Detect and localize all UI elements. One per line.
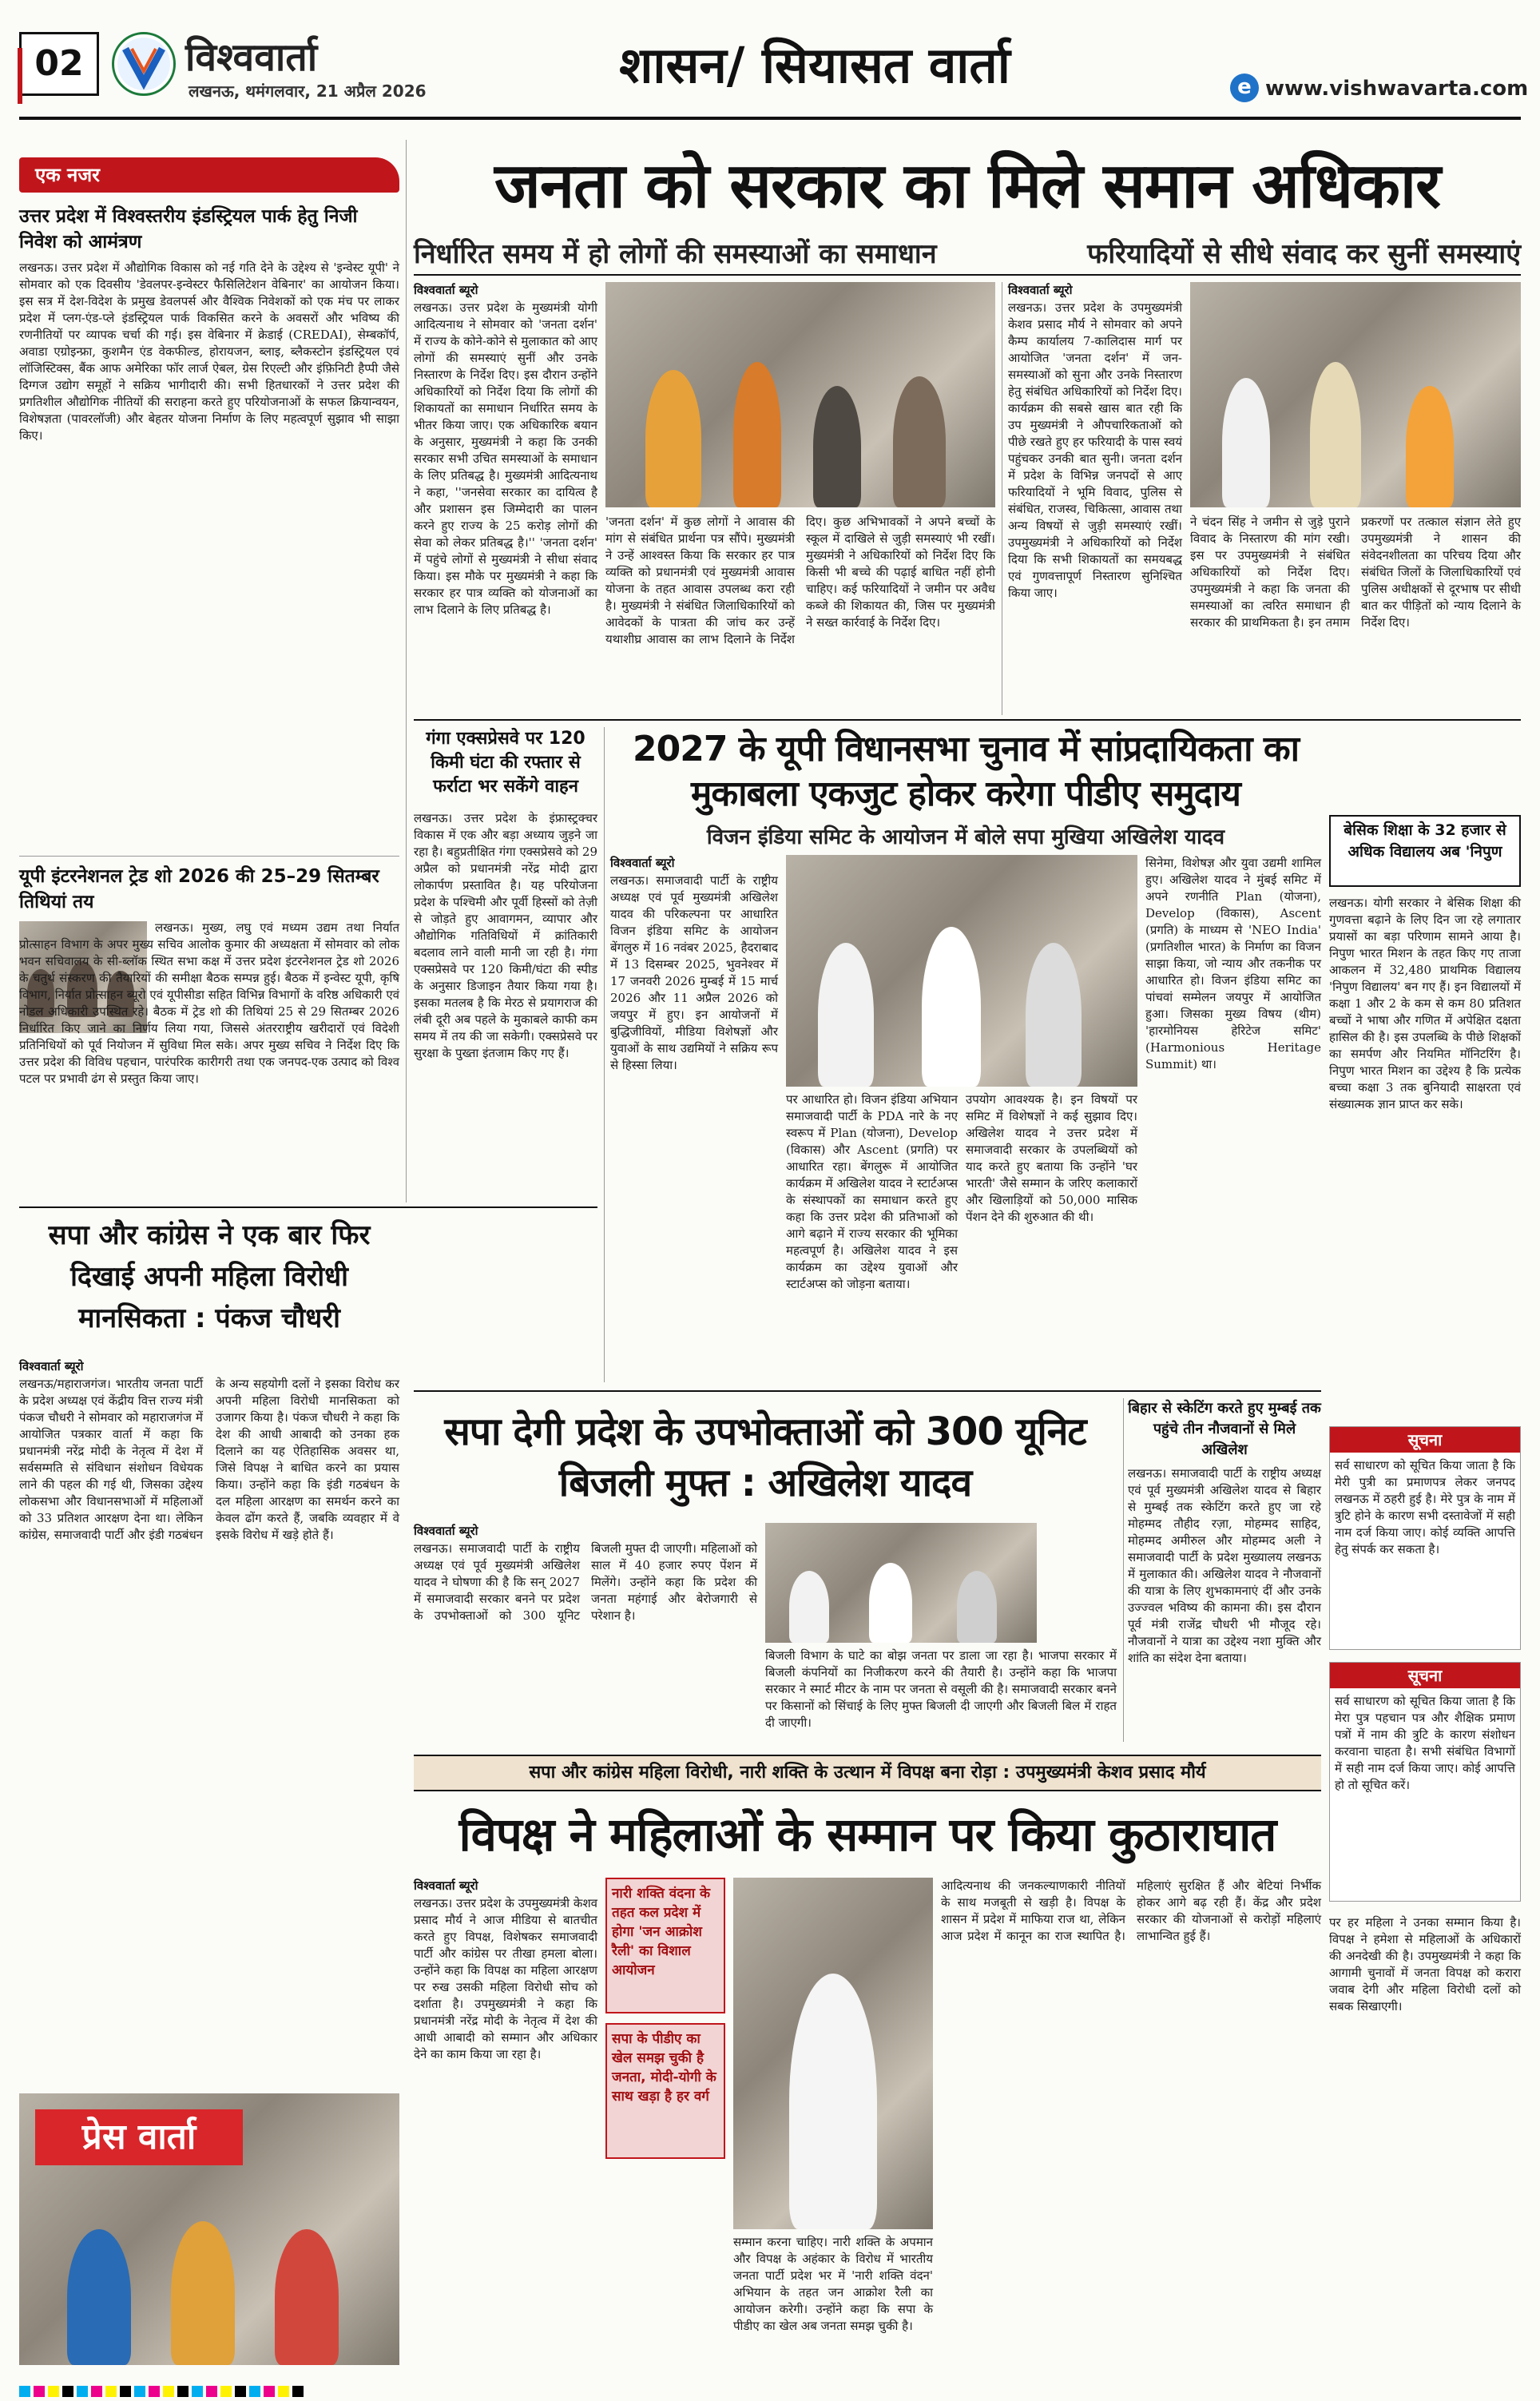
basic-shiksha-headline: बेसिक शिक्षा के 32 हजार से अधिक विद्यालय अब 'निपुण: [1344, 821, 1506, 861]
story-headline: उत्तर प्रदेश में विश्वस्तरीय इंडस्ट्रियल पार्क हेतु निजी निवेश को आमंत्रण: [19, 206, 358, 252]
masthead: [0, 0, 1540, 120]
story-body: पर हर महिला ने उनका सम्मान किया है। विपक्ष ने हमेशा से महिलाओं के अधिकारों की अनदेखी की है। उपमुख्यमंत्री ने कहा कि आगामी चुनावों में जनता विपक्ष को करारा जवाब देगी और महिला विरोधी दलों को सबक सिखाएगी।: [1329, 1915, 1521, 2013]
story-body: आदित्यनाथ की जनकल्याणकारी नीतियों के साथ मजबूती से खड़ी है। विपक्ष के शासन में प्रदेश में माफिया राज था, लेकिन आज प्रदेश में कानून का राज स्थापित है। महिलाएं सुरक्षित हैं और बेटियां निर्भीक होकर आगे बढ़ रही हैं। केंद्र और प्रदेश सरकार की योजनाओं से करोड़ों महिलाएं लाभान्वित हुई हैं।: [941, 1878, 1321, 1943]
story-body: लखनऊ/महाराजगंज। भारतीय जनता पार्टी के प्रदेश अध्यक्ष एवं केंद्रीय वित्त राज्य मंत्री पंकज चौधरी ने सोमवार को महाराजगंज में आयोजित पत्रकार वार्ता में कहा कि प्रधानमंत्री नरेंद्र मोदी के नेतृत्व में देश में सर्वसम्मति से संविधान संशोधन विधेयक लाने की पहल की गई थी, जिसका उद्देश्य लोकसभा और विधानसभाओं में महिलाओं को 33 प्रतिशत आरक्षण देना था। लेकिन कांग्रेस, समाजवादी पार्टी और इंडी गठबंधन के अन्य सहयोगी दलों ने इसका विरोध कर अपनी महिला विरोधी मानसिकता को उजागर किया है। पंकज चौधरी ने कहा कि देश की आधी आबादी को उनका हक दिलाने का यह ऐतिहासिक अवसर था, जिसे विपक्ष ने बाधित करने का प्रयास किया। उन्होंने कहा कि इंडी गठबंधन के दल महिला आरक्षण का समर्थन करने का केवल ढोंग करते हैं, जबकि व्यवहार में वे इसके विरोध में खड़े होते हैं।: [19, 1377, 399, 1542]
story-body: सम्मान करना चाहिए। नारी शक्ति के अपमान और विपक्ष के अहंकार के विरोध में भारतीय जनता पार्टी प्रदेश भर में 'नारी शक्ति वंदन' अभियान के तहत जन आक्रोश रैली का आयोजन करेगी। उन्होंने कहा कि सपा के पीडीए का खेल अब जनता समझ चुकी है।: [733, 2235, 933, 2333]
election-subhead: विजन इंडिया समिट के आयोजन में बोले सपा मुखिया अखिलेश यादव: [706, 825, 1225, 849]
press-conference-photo: [19, 2093, 399, 2365]
divider: [414, 1390, 1321, 1392]
notice-text: सर्व साधारण को सूचित किया जाता है कि मेरा पुत्र पहचान पत्र और शैक्षिक प्रमाण पत्रों में नाम की त्रुटि के कारण संशोधन करवाना चाहता है। सभी संबंधित विभागों में सही नाम दर्ज किया जाए। कोई आपत्ति हो तो सूचित करें।: [1335, 1694, 1515, 1792]
story-body: ने चंदन सिंह ने जमीन से जुड़े पुराने विवाद के निस्तारण की मांग रखी। इस पर उपमुख्यमंत्री ने संबंधित अधिकारियों को निर्देश दिए। उपमुख्यमंत्री ने कहा कि जनता की समस्याओं का त्वरित समाधान ही सरकार की प्राथमिकता है। इन तमाम प्रकरणों पर तत्काल संज्ञान लेते हुए उपमुख्यमंत्री ने शासन की संवेदनशीलता का परिचय दिया और संबंधित जिलों के जिलाधिकारियों एवं पुलिस अधीक्षकों से दूरभाष पर सीधी बात कर पीड़ितों को न्याय दिलाने के निर्देश दिए।: [1190, 515, 1521, 630]
divider: [19, 1206, 597, 1208]
story-body: लखनऊ। उत्तर प्रदेश में औद्योगिक विकास को नई गति देने के उद्देश्य से 'इन्वेस्ट यूपी' ने सोमवार को एक दिवसीय 'डेवलपर-इन्वेस्टर फैसिलिटेशन वेबिनार' का आयोजन किया। इस सत्र में देश-विदेश के प्रमुख डेवलपर्स और वैश्विक निवेशकों को एक मंच पर लाकर प्रदेश में प्लग-एंड-प्ले इंडस्ट्रियल पार्क विकसित करने के अवसरों और भविष्य की रणनीतियों पर व्यापक चर्चा की गई। इस वेबिनार में क्रेडाई (CREDAI), सेम्बकॉर्प, अवाडा एग्रोइन्फ्रा, कुशमैन एंड वेकफील्ड, होरायजन, ब्लाइ, ब्लैकस्टोन इंडस्ट्रियल एवं लॉजिस्टिक्स, बैंक आफ अमेरिका फॉर लार्ज ऐबल, ग्रेस रिएल्टी और इंफ़िनिटी हैप्पी जैसे दिग्गज उद्योग समूहों ने सक्रिय भागीदारी की। सभी हितधारकों ने उत्तर प्रदेश की प्रगतिशील औद्योगिक नीतियों की सराहना करते हुए परियोजनाओं के सफल क्रियान्वयन, विशेषज्ञता (पावरलॉजी) और बेहतर योजना निर्माण के लिए महत्वपूर्ण सुझाव भी साझा किए।: [19, 260, 399, 443]
story-body: उपयोग आवश्यक है। इन विषयों पर समिट में विशेषज्ञों ने कई सुझाव दिए। अखिलेश यादव ने उत्तर प्रदेश में समाजवादी सरकार के उपलब्धियों को याद करते हुए बताया कि उन्होंने 'घर भारती' जैसे सम्मान के जरिए कलाकारों और खिलाड़ियों को 50,000 मासिक पेंशन देने की शुरुआत की थी।: [966, 1092, 1137, 1224]
notice-1: [1329, 1426, 1521, 1650]
election-story: [610, 727, 1321, 1291]
ek-nazar-section: [19, 140, 399, 1202]
akhilesh-photo: [786, 855, 1137, 1087]
janta-darshan-photo: [605, 282, 995, 507]
byline: विश्ववार्ता ब्यूरो: [610, 856, 675, 870]
expressway-headline: गंगा एक्सप्रेसवे पर 120 किमी घंटा की रफ्तार से फर्राटा भर सकेंगे वाहन: [426, 729, 585, 797]
bihar-story: [1128, 1398, 1321, 1742]
column-rule: [406, 140, 407, 1202]
bijli-photo: [765, 1523, 1037, 1643]
notice-text: सर्व साधारण को सूचित किया जाता है कि मेरी पुत्री का प्रमाणपत्र लेकर जनपद लखनऊ में ठहरी हुई है। मेरे पुत्र के नाम में त्रुटि होने के कारण सभी दस्तावेजों में सही नाम दर्ज किया जाए। कोई व्यक्ति आपत्ति हेतु संपर्क कर सकता है।: [1335, 1458, 1515, 1556]
story-body: 'जनता दर्शन' में कुछ लोगों ने आवास की मांग से संबंधित प्रार्थना पत्र सौंपे। मुख्यमंत्री ने उन्हें आश्वस्त किया कि सरकार हर पात्र व्यक्ति को प्रधानमंत्री एवं मुख्यमंत्री आवास योजना के तहत आवास उपलब्ध करा रही है। मुख्यमंत्री ने संबंधित जिलाधिकारियों को आवेदकों के पात्रता की जांच कर उन्हें यथाशीघ्र आवास का लाभ दिलाने के निर्देश दिए। कुछ अभिभावकों ने अपने बच्चों के स्कूल में दाखिले से जुड़ी समस्याएं भी रखीं। मुख्यमंत्री ने अधिकारियों को निर्देश दिए कि किसी भी बच्चे की पढ़ाई बाधित नहीं होनी चाहिए। कई फरियादियों ने जमीन पर अवैध कब्जे की शिकायत की, जिस पर मुख्यमंत्री ने सख्त कार्रवाई के निर्देश दिए।: [605, 515, 995, 646]
callout-box: नारी शक्ति वंदना के तहत कल प्रदेश में होगा 'जन आक्रोश रैली' का विशाल आयोजन: [605, 1878, 725, 2013]
keshav-maurya-photo: [733, 1878, 933, 2229]
masthead-rule: [19, 117, 1521, 120]
ek-nazar-label: एक नजर: [19, 157, 399, 193]
bihar-headline: बिहार से स्केटिंग करते हुए मुम्बई तक पहुंचे तीन नौजवानों से मिले अखिलेश: [1128, 1400, 1321, 1458]
page-number: 02: [34, 43, 84, 84]
story-body: लखनऊ। उत्तर प्रदेश के उपमुख्यमंत्री केशव प्रसाद मौर्य ने सोमवार को अपने कैम्प कार्यालय 7-कालिदास मार्ग पर आयोजित 'जनता दर्शन' में जन-समस्याओं को सुना और उनके निस्तारण हेतु संबंधित अधिकारियों को निर्देश दिए। कार्यक्रम की सबसे खास बात रही कि उप मुख्यमंत्री ने औपचारिकताओं को पीछे रखते हुए हर फरियादी के पास स्वयं पहुंचकर उनकी बात सुनी। जनता दर्शन में प्रदेश के विभिन्न जनपदों से आए फरियादियों ने भूमि विवाद, पुलिस से संबंधित, राजस्व, चिकित्सा, आवास तथा अन्य विषयों से जुड़ी समस्याएं रखीं। उपमुख्यमंत्री ने अधिकारियों को निर्देश दिया कि सभी शिकायतों का समयबद्ध एवं गुणवत्तापूर्ण निस्तारण सुनिश्चित किया जाए।: [1008, 300, 1182, 600]
story-body: लखनऊ। समाजवादी पार्टी के राष्ट्रीय अध्यक्ष एवं पूर्व मुख्यमंत्री अखिलेश यादव की परिकल्पना पर आधारित विजन इंडिया समिट के आयोजन बेंगलुरु में 16 नवंबर 2025, हैदराबाद में 13 दिसम्बर 2025, भुवनेश्वर में 17 जनवरी 2026 मुम्बई में 15 मार्च 2026 और 11 अप्रैल 2026 को जयपुर में हुए। इन आयोजनों में बुद्धिजीवियों, मीडिया विशेषज्ञों और युवाओं के साथ उद्यमियों ने सक्रिय रूप से हिस्सा लिया।: [610, 873, 778, 1072]
notice-label: सूचना: [1330, 1663, 1520, 1688]
callout-box: सपा के पीडीए का खेल समझ चुकी है जनता, मोदी-योगी के साथ खड़ा है हर वर्ग: [605, 2023, 725, 2159]
notice-label: सूचना: [1330, 1427, 1520, 1453]
byline: विश्ववार्ता ब्यूरो: [414, 283, 478, 297]
lead-subhead-right: फरियादियों से सीधे संवाद कर सुनीं समस्याएं: [1087, 238, 1521, 270]
dateline: लखनऊ, थमंगलवार, 21 अप्रैल 2026: [189, 81, 427, 101]
byline: विश्ववार्ता ब्यूरो: [1008, 283, 1073, 297]
story-body: लखनऊ। योगी सरकार ने बेसिक शिक्षा की गुणवत्ता बढ़ाने के लिए दिन जा रहे लगातार प्रयासों का बड़ा परिणाम सामने आया है। निपुण भारत मिशन के तहत किए गए ताजा आकलन में 32,480 प्राथमिक विद्यालय 'निपुण विद्यालय' बन गए हैं। इन विद्यालयों में कक्षा 1 और 2 के कम से कम 80 प्रतिशत बच्चों ने भाषा और गणित में अपेक्षित दक्षता हासिल की है। इस उपलब्धि के पीछे शिक्षकों का समर्पण और नियमित मॉनिटरिंग है। निपुण भारत मिशन का उद्देश्य है कि प्रत्येक बच्चा कक्षा 3 तक बुनियादी साक्षरता एवं संख्यात्मक ज्ञान प्राप्त कर सके।: [1329, 896, 1521, 1111]
story-body: लखनऊ। मुख्य, लघु एवं मध्यम उद्यम तथा निर्यात प्रोत्साहन विभाग के अपर मुख्य सचिव आलोक कुमार की अध्यक्षता में सोमवार को लोक भवन सचिवालय के सी-ब्लॉक स्थित सभा कक्ष में उत्तर प्रदेश इंटरनेशनल ट्रेड शो 2026 के चतुर्थ संस्करण की तैयारियों की समीक्षा बैठक सम्पन्न हुई। बैठक में इन्वेस्ट यूपी, कृषि विभाग, निर्यात प्रोत्साहन ब्यूरो एवं यूपीसीडा सहित विभिन्न विभागों के वरिष्ठ अधिकारी एवं नोडल अधिकारी उपस्थित रहे। बैठक में ट्रेड शो की तिथियां 25 से 29 सितम्बर 2026 निर्धारित किए जाने का निर्णय लिया गया, जिससे अंतरराष्ट्रीय खरीदारों एवं विदेशी प्रतिनिधियों को पूर्व नियोजन में सुविधा मिल सके। अपर मुख्य सचिव ने निर्देश दिए कि उत्तर प्रदेश की विविध पहचान, पारंपरिक कारीगरी तथा एक जनपद-एक उत्पाद को विश्व पटल पर प्रभावी ढंग से प्रस्तुत किया जाए।: [19, 920, 399, 1086]
election-headline: 2027 के यूपी विधानसभा चुनाव में सांप्रदायिकता का मुकाबला एकजुट होकर करेगा पीडीए समुदाय: [632, 729, 1300, 814]
lead-story: [414, 140, 1521, 715]
divider: [414, 719, 1521, 721]
column-rule: [604, 727, 605, 1382]
story-headline: यूपी इंटरनेशनल ट्रेड शो 2026 की 25–29 सितम्बर तिथियां तय: [19, 866, 379, 912]
expressway-story: [414, 727, 597, 1382]
story-body: पर आधारित हो। विजन इंडिया अभियान समाजवादी पार्टी के PDA नारे के नए स्वरूप में Plan (योजना), Develop (विकास) और Ascent (प्रगति) पर आधारित रहा। बेंगलुरू में आयोजित कार्यक्रम में अखिलेश यादव ने स्टार्टअप्स के संस्थापकों का समाधान करते हुए कहा कि उत्तर प्रदेश की प्रतिभाओं को आगे बढ़ाने में राज्य सरकार की भूमिका महत्वपूर्ण है। अखिलेश यादव ने इस कार्यक्रम का उद्देश्य युवाओं और स्टार्टअप्स को जोड़ना बताया।: [786, 1092, 958, 1291]
story-body: सिनेमा, विशेषज्ञ और युवा उद्यमी शामिल हुए। अखिलेश यादव ने मुंबई समिट में अपने रणनीति Plan (योजना), Develop (विकास), Ascent (प्रगति) के माध्यम से 'NEO India' (प्रगतिशील भारत) के निर्माण का विजन साझा किया, जो न्याय और तकनीक पर आधारित हो। विजन इंडिया समिट का पांचवां सम्मेलन जयपुर में आयोजित हुआ। जिसका मुख्य विषय (थीम) 'हारमोनियस हेरिटेज समिट' (Harmonious Heritage Summit) था।: [1145, 856, 1321, 1071]
story-body: लखनऊ। उत्तर प्रदेश के उपमुख्यमंत्री केशव प्रसाद मौर्य ने आज मीडिया से बातचीत करते हुए विपक्ष, विशेषकर समाजवादी पार्टी और कांग्रेस पर तीखा हमला बोला। उन्होंने कहा कि विपक्ष का महिला आरक्षण पर रुख उसकी महिला विरोधी सोच को दर्शाता है। उपमुख्यमंत्री ने कहा कि प्रधानमंत्री नरेंद्र मोदी के नेतृत्व में देश की आधी आबादी को सम्मान और अधिकार देने का काम किया जा रहा है।: [414, 1896, 597, 2061]
vipaksh-headline: विपक्ष ने महिलाओं के सम्मान पर किया कुठाराघात: [458, 1807, 1276, 1862]
story-body: लखनऊ। समाजवादी पार्टी के राष्ट्रीय अध्यक्ष एवं पूर्व मुख्यमंत्री अखिलेश यादव से बिहार से मुम्बई तक स्केटिंग करते हुए जा रहे मोहम्मद तौहीद रज़ा, मोहम्मद साहिद, मोहम्मद अमीरुल और मोहम्मद अली ने समाजवादी पार्टी के प्रदेश मुख्यालय लखनऊ में मुलाकात की। अखिलेश यादव ने नौजवानों की यात्रा के लिए शुभकामनाएं दीं और उनके उज्ज्वल भविष्य की कामना की। इस दौरान पूर्व मंत्री राजेंद्र चौधरी भी मौजूद रहे। नौजवानों ने यात्रा का उद्देश्य नशा मुक्ति और शांति का संदेश देना बताया।: [1128, 1466, 1321, 1665]
story-body: बिजली विभाग के घाटे का बोझ जनता पर डाला जा रहा है। भाजपा सरकार में बिजली कंपनियों का निजीकरण करने की तैयारी है। उन्होंने कहा कि भाजपा सरकार ने स्मार्ट मीटर के नाम पर जनता से वसूली की है। समाजवादी सरकार बनने पर किसानों को सिंचाई के लिए मुफ्त बिजली दी जाएगी और बिजली बिल में राहत दी जाएगी।: [765, 1648, 1117, 1730]
divider: [19, 856, 399, 857]
story-body: लखनऊ। उत्तर प्रदेश के मुख्यमंत्री योगी आदित्यनाथ ने सोमवार को 'जनता दर्शन' में राज्य के कोने-कोने से मुलाकात को आए लोगों की समस्याएं सुनीं और उनके निस्तारण के निर्देश दिए। इस दौरान उन्होंने अधिकारियों को निर्देश दिया कि लोगों की शिकायतों का समाधान निर्धारित समय के भीतर किया जाए। एक अधिकारिक बयान के अनुसार, मुख्यमंत्री ने कहा कि उनकी सरकार सभी उचित समस्याओं के समाधान के लिए प्रतिबद्ध है। मुख्यमंत्री आदित्यनाथ ने कहा, ''जनसेवा सरकार का दायित्व है और प्रशासन इस जिम्मेदारी का पालन करने हुए राज्य के 25 करोड़ लोगों की सेवा को लेकर प्रतिबद्ध है।'' 'जनता दर्शन' में पहुंचे लोगों से मुख्यमंत्री ने सीधा संवाद किया। इस मौके पर मुख्यमंत्री ने कहा कि सरकार हर पात्र व्यक्ति को योजनाओं का लाभ दिलाने के लिए प्रतिबद्ध है।: [414, 300, 597, 617]
bijli-headline: सपा देगी प्रदेश के उपभोक्ताओं को 300 यूनिट बिजली मुफ्त : अखिलेश यादव: [444, 1409, 1086, 1505]
congress-headline: सपा और कांग्रेस ने एक बार फिर दिखाई अपनी महिला विरोधी मानसिकता : पंकज चौधरी: [48, 1219, 371, 1334]
basic-shiksha-box: [1329, 815, 1521, 887]
print-color-marks: [19, 2385, 1521, 2398]
congress-story: [19, 1214, 399, 2109]
divider: [414, 274, 1521, 276]
section-title: शासन/ सियासत वार्ता: [619, 36, 1010, 94]
accent-bar: [18, 48, 22, 104]
press-banner: प्रेस वार्ता: [35, 2109, 243, 2165]
lead-subhead-left: निर्धारित समय में हो लोगों की समस्याओं का समाधान: [414, 238, 937, 270]
vipaksh-story: [414, 1798, 1521, 2373]
headline-strip: [414, 1755, 1321, 1791]
brand-name: विश्ववार्ता: [185, 35, 318, 80]
web-icon: e: [1230, 74, 1259, 102]
lead-headline: जनता को सरकार का मिले समान अधिकार: [494, 150, 1440, 222]
page-number-box: [19, 32, 99, 96]
byline: विश्ववार्ता ब्यूरो: [414, 1878, 478, 1893]
byline: विश्ववार्ता ब्यूरो: [414, 1524, 478, 1538]
website: www.vishwavarta.com: [1265, 77, 1529, 101]
strip-text: सपा और कांग्रेस महिला विरोधी, नारी शक्ति के उत्थान में विपक्ष बना रोड़ा : उपमुख्यमंत्री केशव प्रसाद मौर्य: [529, 1763, 1206, 1783]
logo-icon: [112, 32, 176, 96]
column-rule: [1123, 1398, 1124, 1742]
story-body: लखनऊ। समाजवादी पार्टी के राष्ट्रीय अध्यक्ष एवं पूर्व मुख्यमंत्री अखिलेश यादव ने घोषणा की है कि सन् 2027 में समाजवादी सरकार बनने पर प्रदेश के उपभोक्ताओं को 300 यूनिट बिजली मुफ्त दी जाएगी। महिलाओं को साल में 40 हजार रुपए पेंशन में मिलेंगे। उन्होंने कहा कि प्रदेश की जनता महंगाई और बेरोजगारी से परेशान है।: [414, 1541, 757, 1623]
story-body: लखनऊ। उत्तर प्रदेश के इंफ्रास्ट्रक्चर विकास में एक और बड़ा अध्याय जुड़ने जा रहा है। बहुप्रतीक्षित गंगा एक्सप्रेसवे को 29 अप्रैल को प्रधानमंत्री नरेंद्र मोदी द्वारा लोकार्पण प्रस्तावित है। यह परियोजना प्रदेश के पश्चिमी और पूर्वी हिस्सों को तेज़ी से जोड़ते हुए आवागमन, व्यापार और औद्योगिक गतिविधियों में क्रांतिकारी बदलाव लाने वाली मानी जा रही है। गंगा एक्सप्रेसवे पर 120 किमी/घंटा की स्पीड के अनुसार डिजाइन तैयार किया गया है। इसका मतलब है कि मेरठ से प्रयागराज की लंबी दूरी अब पहले के मुकाबले काफी कम समय में तय की जा सकेगी। एक्सप्रेसवे पर सुरक्षा के पुख्ता इंतजाम किए गए हैं।: [414, 811, 597, 1060]
upmukhyamantri-photo: [1190, 282, 1521, 507]
byline: विश्ववार्ता ब्यूरो: [19, 1359, 84, 1373]
